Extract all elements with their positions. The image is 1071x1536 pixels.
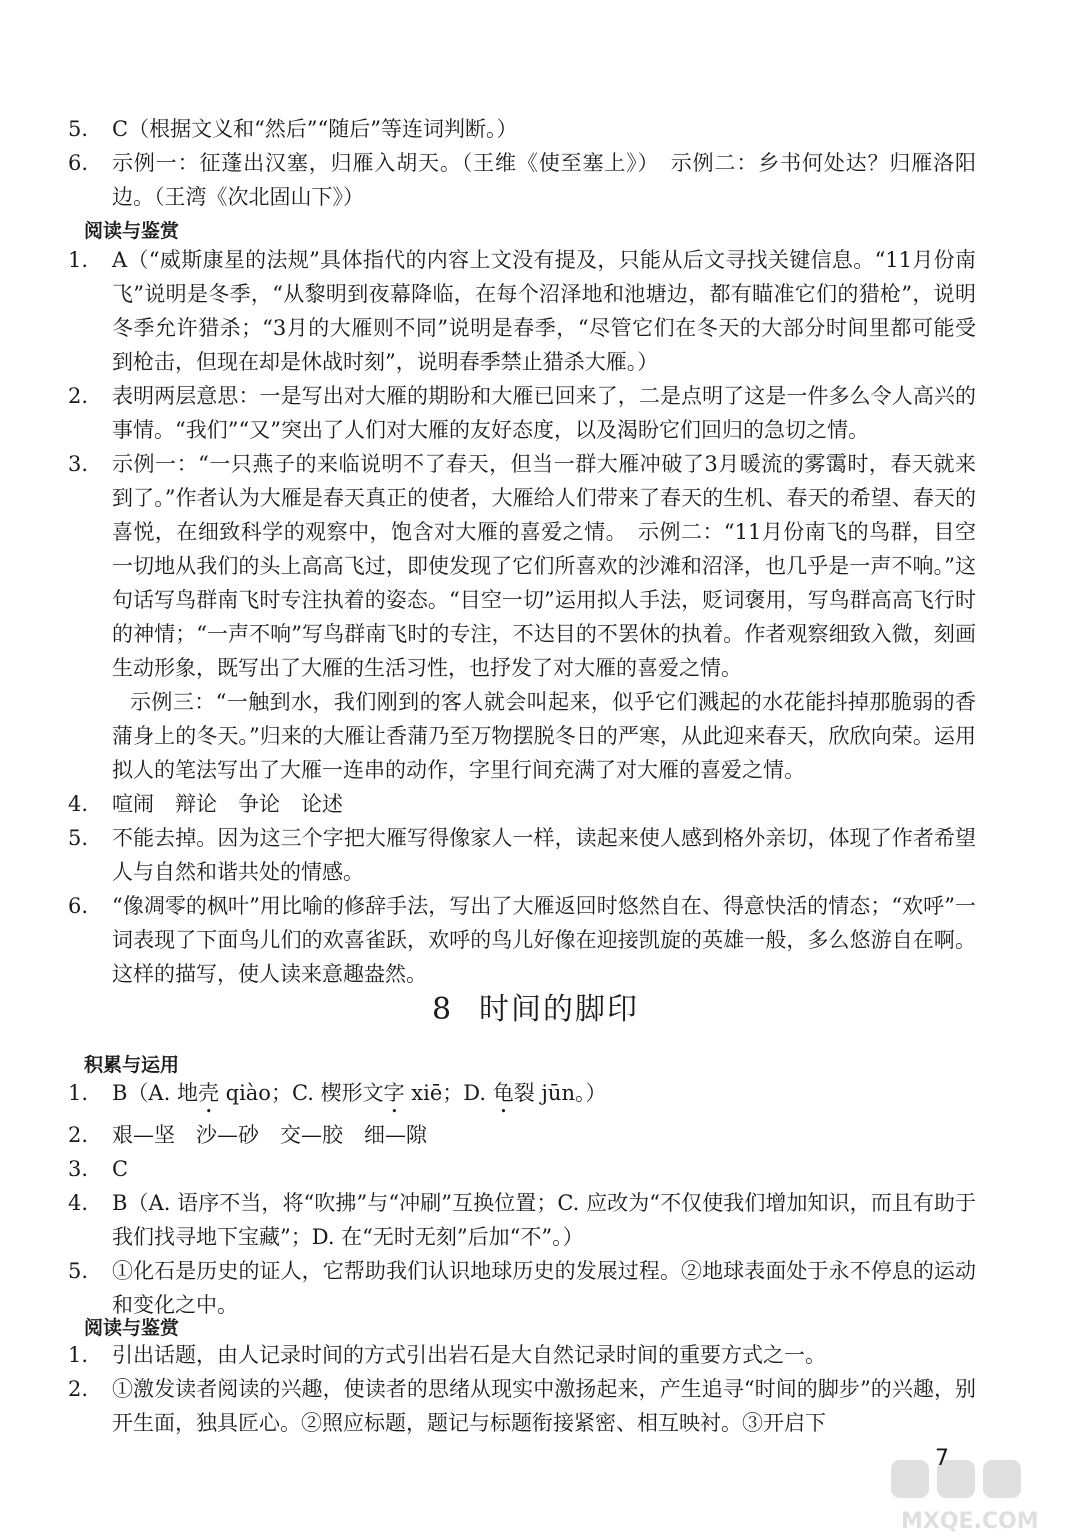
item-number: 6. (68, 151, 89, 175)
item-number: 1. (68, 1081, 89, 1105)
item-text-part: 示例一：“一只燕子的来临说明不了春天，但当一群大雁冲破了3月暖流的雾霭时，春天就来到了。”作者认为大雁是春天真正的使者，大雁给人们带来了春天的生机、春天的希望、春天的喜悦，在细致科学的观察中，饱含对大雁的喜爱之情。 示例二：“11月份南飞的鸟群，目空一切地从我们的头上高高飞过，即使发现了它们所喜欢的沙滩和沼泽，也几乎是一声不响。”这句话写鸟群南飞时专注执着的姿态。“目空一切”运用拟人手法，贬词褒用，写鸟群高高飞行时的神情；“一声不响”写鸟群南飞时的专注，不达目的不罢休的执着。作者观察细致入微，刻画生动形象，既写出了大雁的生活习性，也抒发了对大雁的喜爱之情。 (112, 452, 976, 680)
list-item (66, 146, 976, 214)
list-item (66, 1338, 976, 1372)
watermark-tile (937, 1460, 975, 1498)
section-heading-accumulation: 积累与运用 (84, 1054, 180, 1076)
item-number: 3. (68, 452, 89, 476)
item-number: 5. (68, 826, 89, 850)
watermark-logo (871, 1456, 1071, 1536)
lesson-name: 时间的脚印 (479, 992, 640, 1027)
item-text: ①化石是历史的证人，它帮助我们认识地球历史的发展过程。②地球表面处于永不停息的运动和变化之中。 (112, 1259, 976, 1317)
item-text: C（根据文义和“然后”“随后”等连词判断。） (112, 117, 518, 141)
item-number: 2. (68, 1377, 89, 1401)
item-number: 3. (68, 1157, 89, 1181)
item-text: B（A. 地壳 qiào；C. 楔形文字 xiē；D. 龟裂 jūn。） (112, 1081, 607, 1105)
item-number: 5. (68, 117, 89, 141)
list-item (66, 821, 976, 889)
item-number: 5. (68, 1259, 89, 1283)
item-text (112, 447, 976, 787)
item-number: 1. (68, 248, 89, 272)
emphasized-char: 壳 (197, 1081, 219, 1105)
emphasized-char: 字 (383, 1081, 405, 1105)
list-item (66, 447, 976, 787)
watermark-tile (891, 1460, 929, 1498)
top-answers (66, 112, 976, 214)
item-number: 4. (68, 792, 89, 816)
lesson-number: 8 (431, 992, 454, 1027)
section-heading-reading: 阅读与鉴赏 (84, 220, 180, 242)
list-item (66, 1152, 976, 1186)
list-item (66, 243, 976, 379)
item-text: B（A. 语序不当，将“吹拂”与“冲刷”互换位置；C. 应改为“不仅使我们增加知识，而且有助于我们找寻地下宝藏”；D. 在“无时无刻”后加“不”。） (112, 1191, 976, 1249)
list-item (66, 1076, 976, 1118)
list-item (66, 787, 976, 821)
item-text: 艰—坚 沙—砂 交—胶 细—隙 (112, 1123, 427, 1147)
item-text: ①激发读者阅读的兴趣，使读者的思绪从现实中激扬起来，产生追寻“时间的脚步”的兴趣，别开生面，独具匠心。②照应标题，题记与标题衔接紧密、相互映衬。③开启下 (112, 1377, 976, 1435)
section-heading-reading-2: 阅读与鉴赏 (84, 1317, 180, 1339)
list-item (66, 889, 976, 991)
item-text: 示例一：征蓬出汉塞，归雁入胡天。（王维《使至塞上》） 示例二：乡书何处达？归雁洛阳边。（王湾《次北固山下》） (112, 151, 976, 209)
item-text: “像凋零的枫叶”用比喻的修辞手法，写出了大雁返回时悠然自在、得意快活的情态；“欢呼”一词表现了下面鸟儿们的欢喜雀跃，欢呼的鸟儿好像在迎接凯旋的英雄一般，多么悠游自在啊。这样的描写，使人读来意趣盎然。 (112, 894, 976, 986)
item-number: 2. (68, 1123, 89, 1147)
item-text: 不能去掉。因为这三个字把大雁写得像家人一样，读起来使人感到格外亲切，体现了作者希望人与自然和谐共处的情感。 (112, 826, 976, 884)
watermark-tile (983, 1460, 1021, 1498)
list-item (66, 1186, 976, 1254)
accumulation-answers (66, 1076, 976, 1322)
item-text: 引出话题，由人记录时间的方式引出岩石是大自然记录时间的重要方式之一。 (112, 1343, 826, 1367)
list-item (66, 1118, 976, 1152)
item-text: C (112, 1157, 129, 1181)
item-number: 2. (68, 384, 89, 408)
reading-answers-2 (66, 1338, 976, 1440)
item-text-part: 示例三：“一触到水，我们刚到的客人就会叫起来，似乎它们溅起的水花能抖掉那脆弱的香蒲身上的冬天。”归来的大雁让香蒲乃至万物摆脱冬日的严寒，从此迎来春天，欣欣向荣。运用拟人的笔法写出了大雁一连串的动作，字里行间充满了对大雁的喜爱之情。 (112, 690, 976, 782)
page-number: 7 (935, 1446, 949, 1471)
lesson-title (0, 984, 1071, 1028)
item-text: 喧闹 辩论 争论 论述 (112, 792, 343, 816)
item-text: A（“威斯康星的法规”具体指代的内容上文没有提及，只能从后文寻找关键信息。“11月份南飞”说明是冬季，“从黎明到夜幕降临，在每个沼泽地和池塘边，都有瞄准它们的猎枪”，说明冬季允许猎杀；“3月的大雁则不同”说明是春季，“尽管它们在冬天的大部分时间里都可能受到枪击，但现在却是休战时刻”，说明春季禁止猎杀大雁。） (112, 248, 976, 374)
reading-answers (66, 243, 976, 991)
list-item (66, 112, 976, 146)
emphasized-char: 龟 (492, 1081, 514, 1105)
list-item (66, 1372, 976, 1440)
watermark-text: MXQE.COM (901, 1509, 1039, 1534)
item-number: 6. (68, 894, 89, 918)
item-number: 1. (68, 1343, 89, 1367)
item-number: 4. (68, 1191, 89, 1215)
item-text: 表明两层意思：一是写出对大雁的期盼和大雁已回来了，二是点明了这是一件多么令人高兴的事情。“我们”“又”突出了人们对大雁的友好态度，以及渴盼它们回归的急切之情。 (112, 384, 976, 442)
list-item (66, 379, 976, 447)
list-item (66, 1254, 976, 1322)
